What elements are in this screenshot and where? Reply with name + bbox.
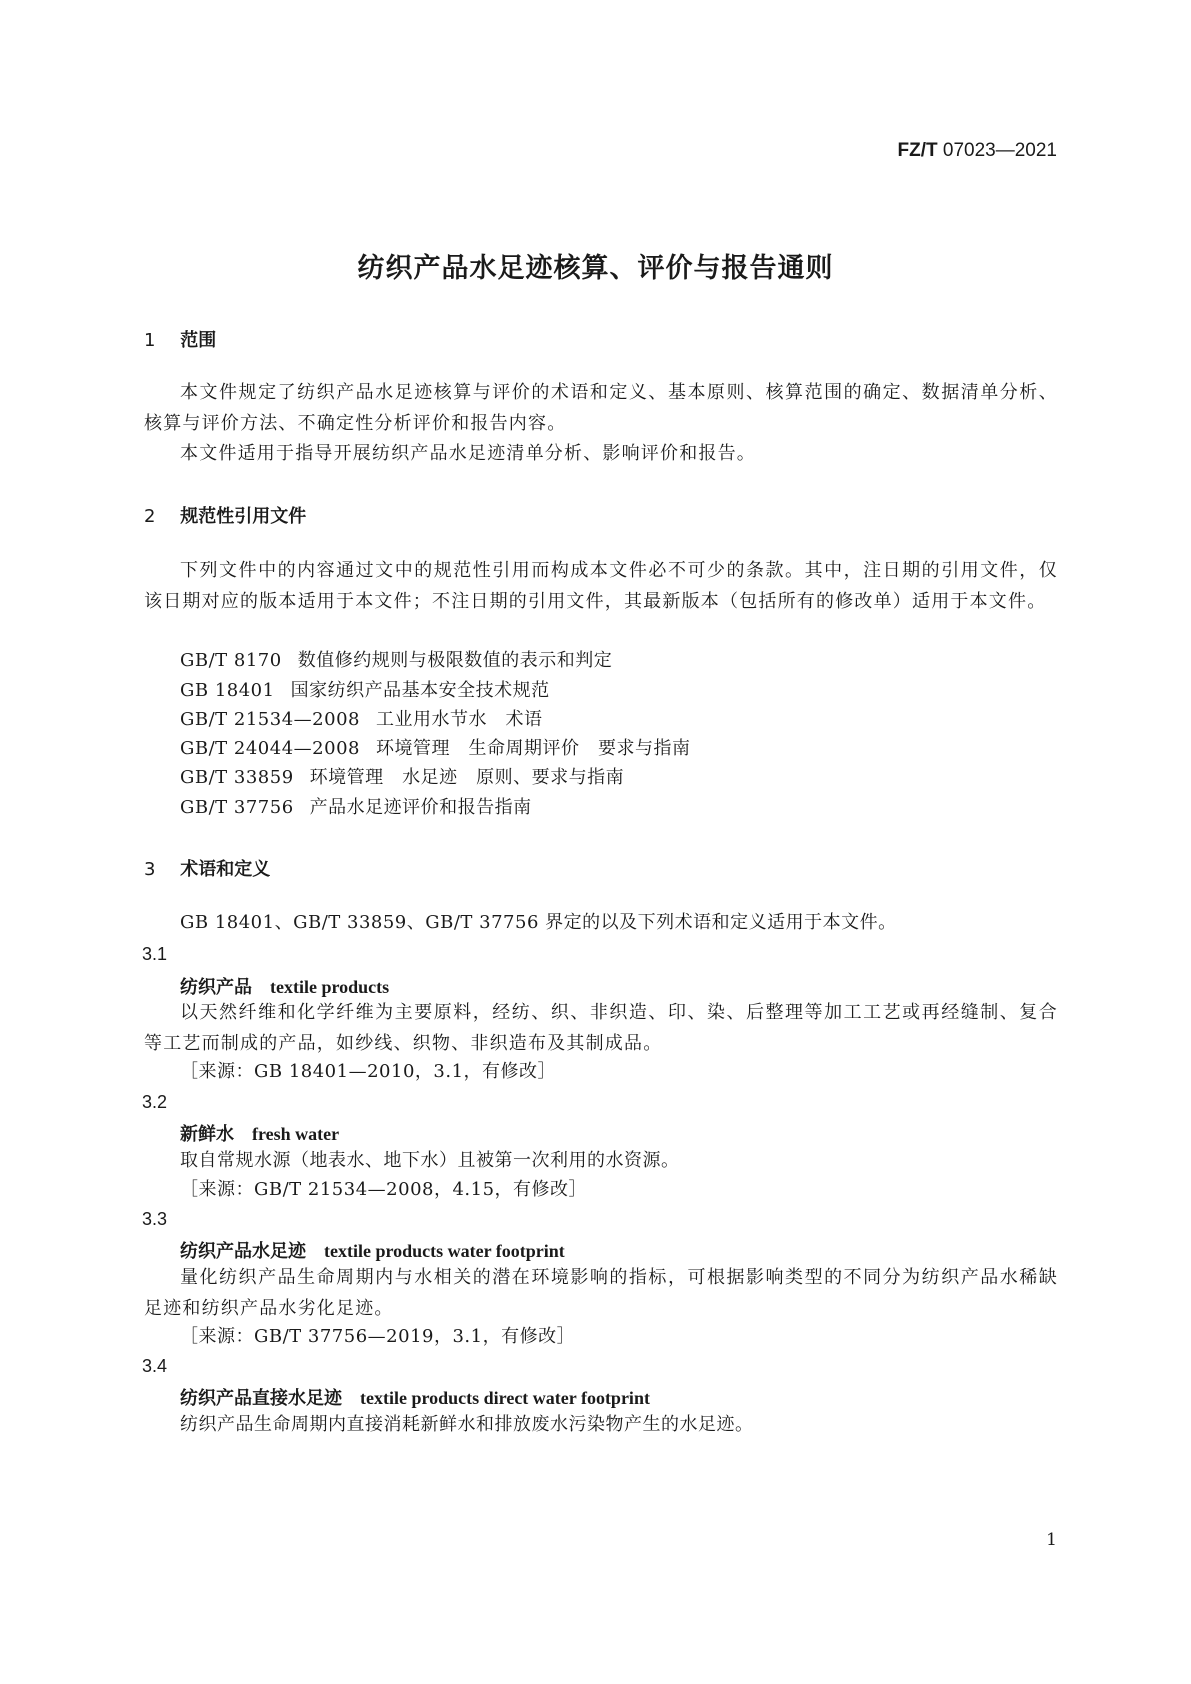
term-heading [180, 1120, 339, 1146]
section-title: 术语和定义 [180, 859, 271, 880]
term-definition: 以天然纤维和化学纤维为主要原料，经纺、织、非织造、印、染、后整理等加工工艺或再经缝制、复合等工艺而制成的产品，如纱线、织物、非织造布及其制成品。 [144, 1002, 1058, 1054]
section-number: 2 [144, 506, 156, 527]
clause-number: 3.4 [142, 1356, 168, 1376]
document-title: 纺织产品水足迹核算、评价与报告通则 [357, 253, 834, 284]
section-heading-normative-references [144, 502, 306, 528]
term-source: ［来源：GB 18401—2010，3.1，有修改］ [180, 1061, 557, 1082]
term-heading [180, 1237, 565, 1263]
clause-number: 3.3 [142, 1209, 168, 1229]
reference-title: 国家纺织产品基本安全技术规范 [290, 680, 550, 701]
reference-item [180, 792, 532, 823]
term-zh: 纺织产品水足迹 [180, 1241, 306, 1262]
paragraph: 本文件适用于指导开展纺织产品水足迹清单分析、影响评价和报告。 [180, 443, 756, 464]
paragraph: 下列文件中的内容通过文中的规范性引用而构成本文件必不可少的条款。其中，注日期的引用文件，仅该日期对应的版本适用于本文件；不注日期的引用文件，其最新版本（包括所有的修改单）适用于本文件。 [144, 560, 1058, 612]
terms-intro: GB 18401、GB/T 33859、GB/T 37756 界定的以及下列术语和定义适用于本文件。 [180, 912, 897, 933]
standard-prefix: FZ/T [897, 140, 938, 161]
term-en: textile products [270, 977, 390, 997]
section-number: 1 [144, 330, 156, 351]
term-en: textile products direct water footprint [360, 1388, 650, 1408]
reference-code: GB 18401 [180, 680, 275, 701]
term-source: ［来源：GB/T 37756—2019，3.1，有修改］ [180, 1326, 576, 1347]
reference-item [180, 733, 690, 764]
section-number: 3 [144, 859, 156, 880]
term-zh: 新鲜水 [180, 1124, 234, 1145]
reference-code: GB/T 33859 [180, 767, 294, 788]
reference-code: GB/T 24044—2008 [180, 738, 360, 759]
section-heading-terms [144, 855, 270, 881]
term-definition: 量化纺织产品生命周期内与水相关的潜在环境影响的指标，可根据影响类型的不同分为纺织产品水稀缺足迹和纺织产品水劣化足迹。 [144, 1267, 1058, 1319]
reference-code: GB/T 37756 [180, 797, 294, 818]
term-heading [180, 973, 389, 999]
paragraph: 本文件规定了纺织产品水足迹核算与评价的术语和定义、基本原则、核算范围的确定、数据清单分析、核算与评价方法、不确定性分析评价和报告内容。 [144, 382, 1058, 434]
term-zh: 纺织产品 [180, 977, 252, 998]
term-en: textile products water footprint [324, 1241, 565, 1261]
term-zh: 纺织产品直接水足迹 [180, 1388, 342, 1409]
section-title: 规范性引用文件 [180, 506, 307, 527]
reference-title: 数值修约规则与极限数值的表示和判定 [297, 650, 613, 671]
clause-number: 3.1 [142, 944, 168, 964]
reference-item [180, 645, 612, 676]
term-source: ［来源：GB/T 21534—2008，4.15，有修改］ [180, 1179, 588, 1200]
reference-code: GB/T 8170 [180, 650, 282, 671]
reference-item [180, 704, 542, 735]
section-title: 范围 [180, 330, 217, 351]
reference-code: GB/T 21534—2008 [180, 709, 360, 730]
reference-item [180, 762, 624, 793]
term-definition: 取自常规水源（地表水、地下水）且被第一次利用的水资源。 [180, 1150, 680, 1171]
section-heading-scope [144, 326, 216, 352]
reference-title: 工业用水节水 术语 [375, 709, 543, 730]
term-definition: 纺织产品生命周期内直接消耗新鲜水和排放废水污染物产生的水足迹。 [180, 1414, 754, 1435]
reference-title: 产品水足迹评价和报告指南 [309, 797, 532, 818]
reference-item [180, 675, 550, 706]
term-heading [180, 1384, 650, 1410]
standard-code [898, 140, 1058, 162]
reference-title: 环境管理 生命周期评价 要求与指南 [375, 738, 691, 759]
standard-number: 07023—2021 [942, 140, 1057, 161]
reference-title: 环境管理 水足迹 原则、要求与指南 [309, 767, 625, 788]
page-number: 1 [1046, 1530, 1057, 1550]
clause-number: 3.2 [142, 1092, 168, 1112]
term-en: fresh water [252, 1124, 340, 1144]
